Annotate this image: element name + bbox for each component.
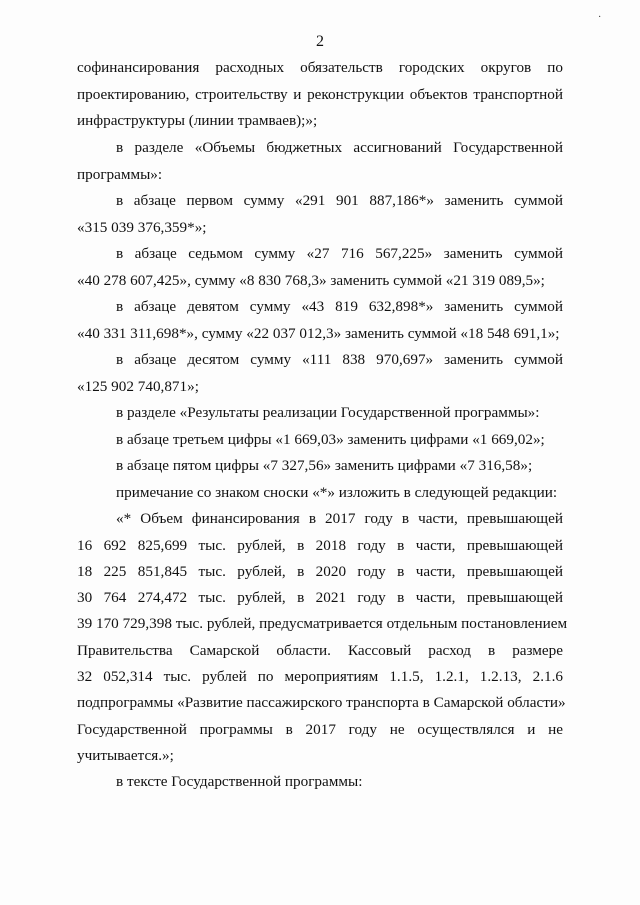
text-line: учитывается.»;	[77, 747, 174, 764]
text-line: примечание со знаком сноски «*» изложить в следующей редакции:	[116, 484, 558, 501]
text-line: в разделе «Результаты реализации Государственной программы»:	[116, 404, 540, 421]
text-line: «125 902 740,871»;	[77, 378, 199, 395]
text-line: «40 278 607,425», сумму «8 830 768,3» заменить суммой «21 319 089,5»;	[77, 272, 545, 289]
text-line: 30 764 274,472 тыс. рублей, в 2021 году в части, превышающей	[77, 589, 563, 606]
text-line: «40 331 311,698*», сумму «22 037 012,3» заменить суммой «18 548 691,1»;	[77, 325, 560, 342]
text-line: в абзаце пятом цифры «7 327,56» заменить цифрами «7 316,58»;	[116, 457, 533, 474]
text-line: инфраструктуры (линии трамваев);»;	[77, 112, 318, 129]
text-line: 18 225 851,845 тыс. рублей, в 2020 году в части, превышающей	[77, 563, 563, 580]
text-line: 39 170 729,398 тыс. рублей, предусматривается отдельным постановлением	[77, 615, 568, 632]
text-line: программы»:	[77, 166, 163, 183]
text-line: Государственной программы в 2017 году не осуществлялся и не	[77, 721, 563, 738]
text-line: в абзаце третьем цифры «1 669,03» заменить цифрами «1 669,02»;	[116, 431, 545, 448]
text-line: проектированию, строительству и реконструкции объектов транспортной	[77, 86, 563, 103]
text-line: 32 052,314 тыс. рублей по мероприятиям 1.1.5, 1.2.1, 1.2.13, 2.1.6	[77, 668, 563, 685]
text-line: 16 692 825,699 тыс. рублей, в 2018 году в части, превышающей	[77, 537, 563, 554]
text-line: подпрограммы «Развитие пассажирского транспорта в Самарской области»	[77, 694, 566, 711]
text-line: в абзаце десятом сумму «111 838 970,697» заменить суммой	[116, 351, 563, 368]
text-line: в абзаце седьмом сумму «27 716 567,225» заменить суммой	[116, 245, 563, 262]
text-line: в абзаце девятом сумму «43 819 632,898*» заменить суммой	[116, 298, 563, 315]
margin-mark: ·	[598, 12, 602, 23]
text-line: «* Объем финансирования в 2017 году в части, превышающей	[116, 510, 563, 527]
text-line: Правительства Самарской области. Кассовый расход в размере	[77, 642, 563, 659]
page-number: 2	[316, 33, 324, 50]
text-line: «315 039 376,359*»;	[77, 219, 207, 236]
text-line: в абзаце первом сумму «291 901 887,186*» заменить суммой	[116, 192, 563, 209]
text-line: в разделе «Объемы бюджетных ассигнований Государственной	[116, 139, 563, 156]
text-line: в тексте Государственной программы:	[116, 773, 363, 790]
text-line: софинансирования расходных обязательств городских округов по	[77, 59, 563, 76]
